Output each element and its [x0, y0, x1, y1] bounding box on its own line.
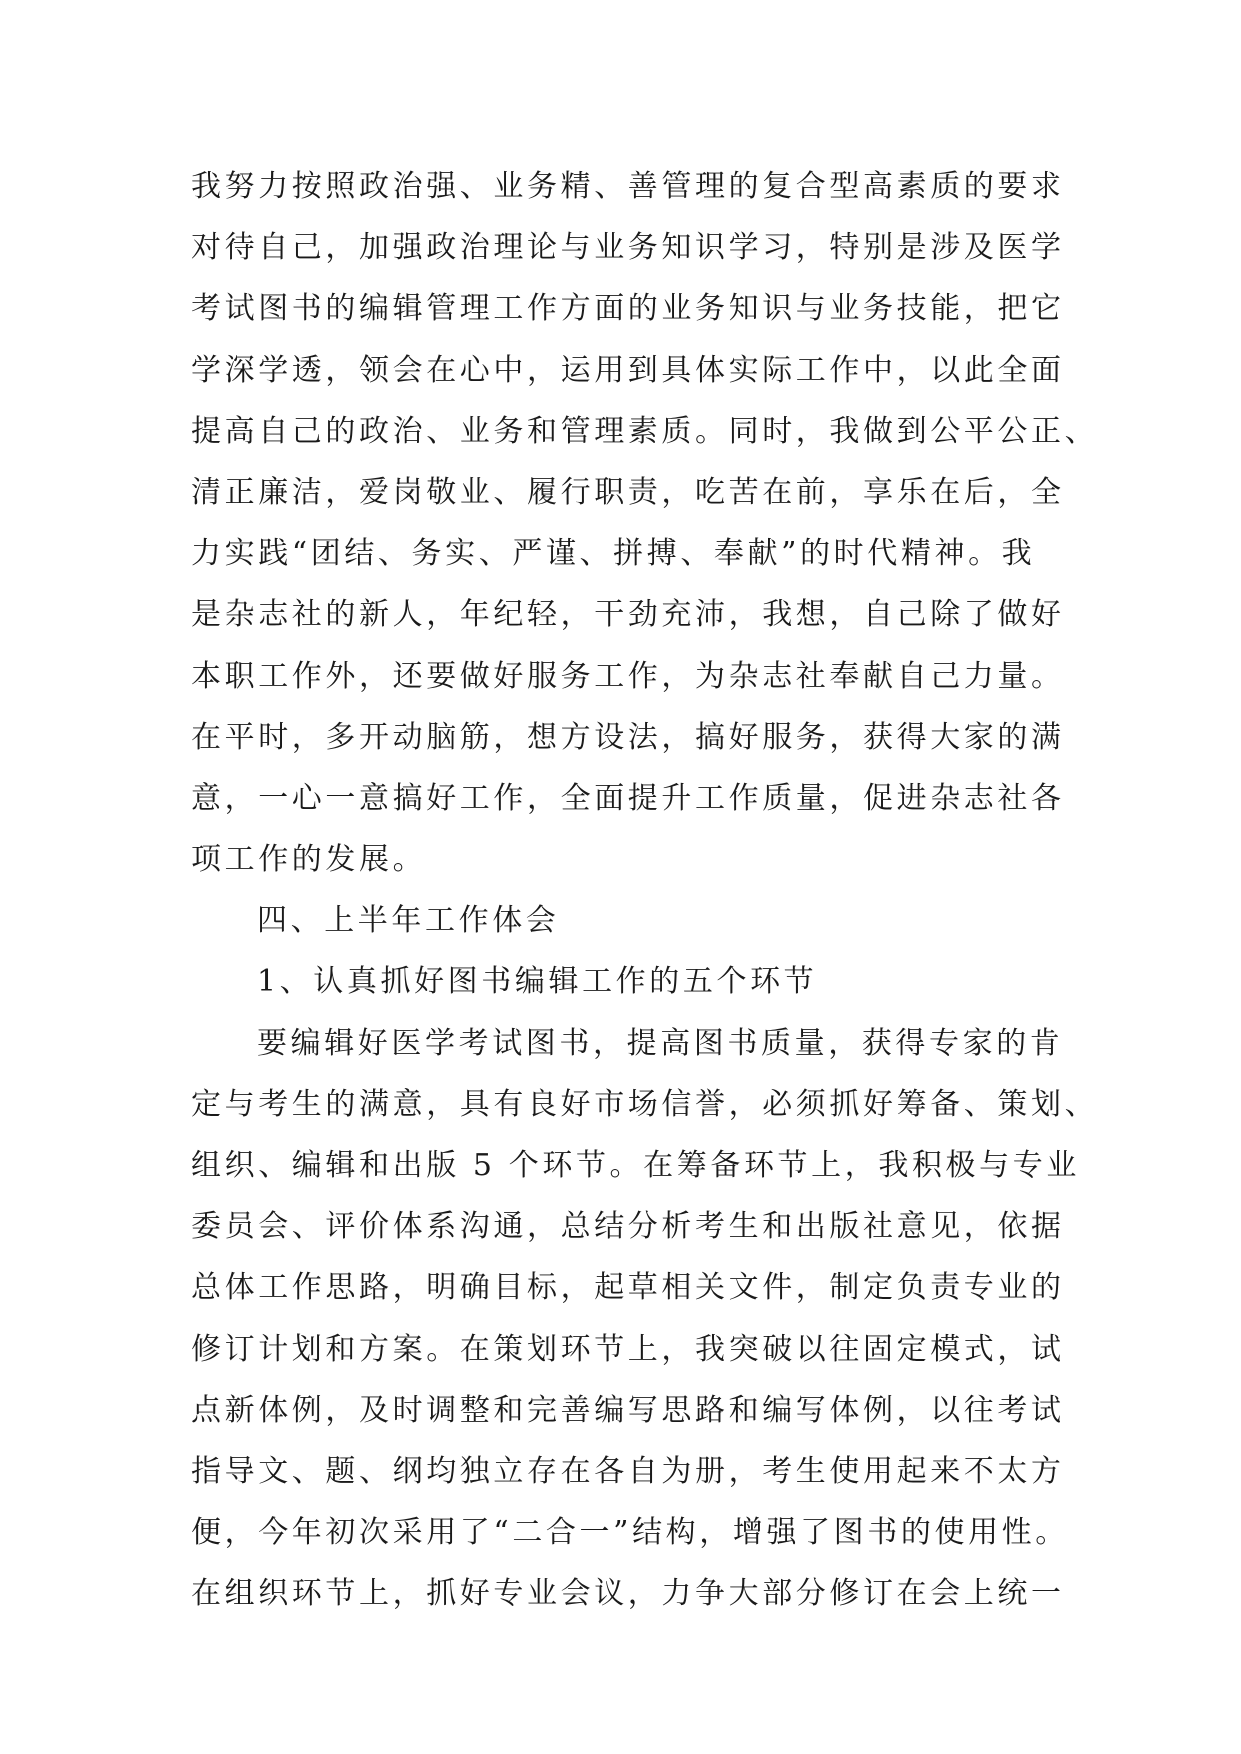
text-line: 点新体例，及时调整和完善编写思路和编写体例，以往考试	[191, 1392, 1065, 1428]
section-heading: 四、上半年工作体会	[257, 903, 560, 939]
text-line: 清正廉洁，爱岗敬业、履行职责，吃苦在前，享乐在后，全	[191, 474, 1065, 510]
text-line: 学深学透，领会在心中，运用到具体实际工作中，以此全面	[191, 352, 1065, 388]
text-line: 力实践“团结、务实、严谨、拼搏、奉献”的时代精神。我	[191, 536, 1036, 572]
text-line: 意，一心一意搞好工作，全面提升工作质量，促进杂志社各	[191, 780, 1065, 816]
text-line: 要编辑好医学考试图书，提高图书质量，获得专家的肯	[257, 1025, 1064, 1061]
text-line: 委员会、评价体系沟通，总结分析考生和出版社意见，依据	[191, 1209, 1065, 1245]
text-line: 是杂志社的新人，年纪轻，干劲充沛，我想，自己除了做好	[191, 597, 1065, 633]
text-line: 定与考生的满意，具有良好市场信誉，必须抓好筹备、策划、	[191, 1086, 1099, 1122]
text-line: 总体工作思路，明确目标，起草相关文件，制定负责专业的	[191, 1270, 1065, 1306]
text-line: 本职工作外，还要做好服务工作，为杂志社奉献自己力量。	[191, 658, 1065, 694]
text-line: 考试图书的编辑管理工作方面的业务知识与业务技能，把它	[191, 291, 1065, 327]
body-text	[191, 156, 1099, 1625]
text-line: 我努力按照政治强、业务精、善管理的复合型高素质的要求	[191, 169, 1065, 204]
subsection-heading: 1、认真抓好图书编辑工作的五个环节	[257, 964, 818, 1000]
text-line: 指导文、题、纲均独立存在各自为册，考生使用起来不太方	[191, 1453, 1065, 1489]
text-line: 提高自己的政治、业务和管理素质。同时，我做到公平公正、	[191, 413, 1099, 449]
text-line: 在平时，多开动脑筋，想方设法，搞好服务，获得大家的满	[191, 719, 1065, 755]
text-line: 项工作的发展。	[191, 842, 427, 878]
text-line: 修订计划和方案。在策划环节上，我突破以往固定模式，试	[191, 1331, 1065, 1367]
text-line: 组织、编辑和出版 5 个环节。在筹备环节上，我积极与专业	[191, 1148, 1080, 1183]
text-line: 在组织环节上，抓好专业会议，力争大部分修订在会上统一	[191, 1576, 1065, 1612]
text-line: 便，今年初次采用了“二合一”结构，增强了图书的使用性。	[191, 1515, 1069, 1551]
text-line: 对待自己，加强政治理论与业务知识学习，特别是涉及医学	[191, 230, 1065, 266]
